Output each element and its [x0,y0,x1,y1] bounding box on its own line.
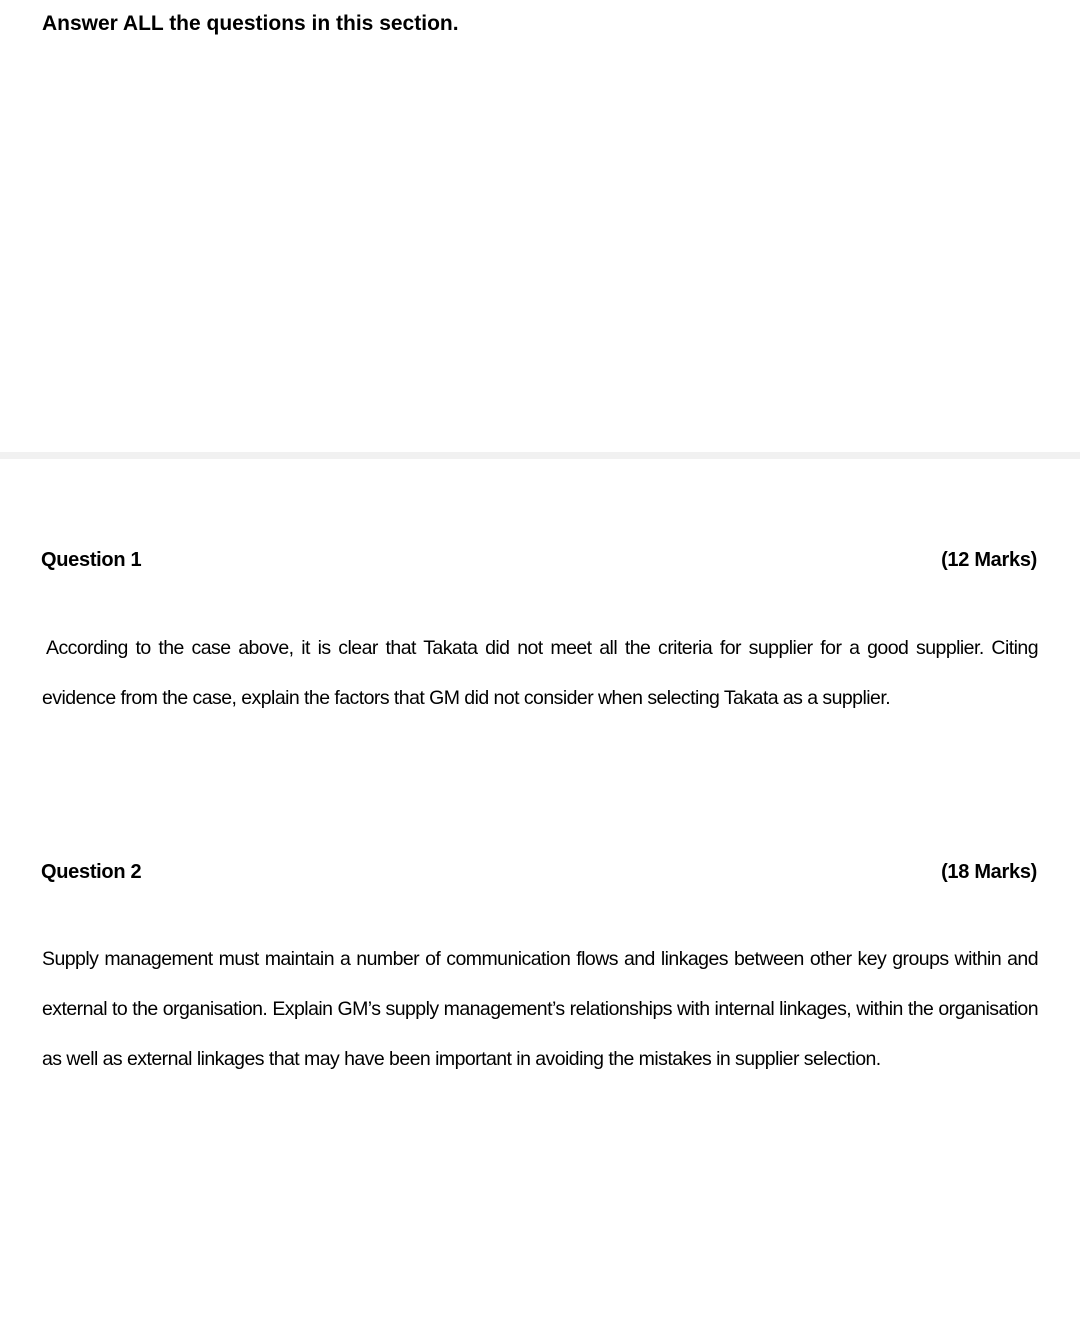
question-1-header [41,546,1037,574]
page-bottom [0,459,1080,1332]
question-2-header [41,858,1037,886]
section-instruction: Answer ALL the questions in this section. [42,12,459,35]
question-1-marks: (12 Marks) [941,549,1037,571]
question-1-title: Question 1 [41,549,142,571]
question-2-marks: (18 Marks) [941,861,1037,883]
page-separator [0,452,1080,459]
question-2-text: Supply management must maintain a number of communication flows and linkages between other key groups within and external to the organisation. Explain GM’s supply management’s relationships with internal linkages, within the organisation as well as external linkages that may have been important in avoiding the mistakes in supplier selection. [42,948,1038,1070]
question-2-title: Question 2 [41,861,142,883]
question-1-text: According to the case above, it is clear that Takata did not meet all the criteria for supplier for a good supplier. Citing evidence from the case, explain the factors that GM did not consider when selecting Takata as a supplier. [42,637,1038,709]
page-top [0,0,1080,452]
